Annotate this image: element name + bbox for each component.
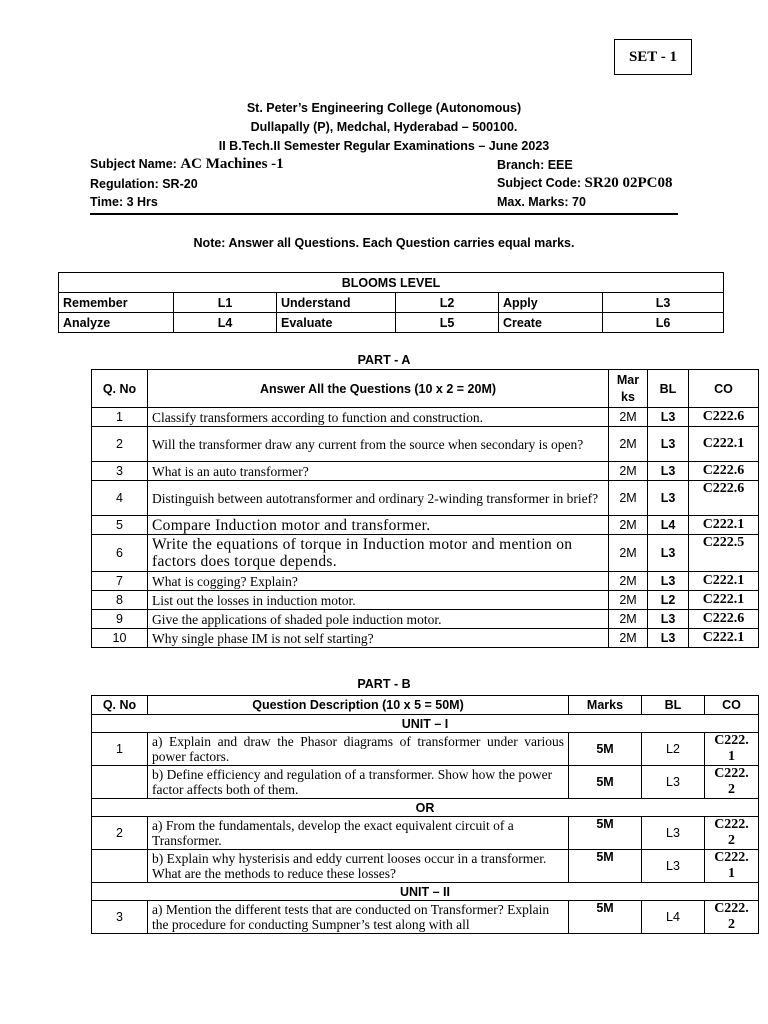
col-co: CO [689,370,759,408]
table-row: 1 a) Explain and draw the Phasor diagrams of transformer under various power factors. 5M L2 C222. 1 [92,733,759,766]
regulation: Regulation: SR-20 [90,177,198,191]
part-b-title: PART - B [357,677,411,691]
col-bl: BL [642,696,705,715]
unit-heading: UNIT – I [92,715,759,733]
col-marks: Marks [569,696,642,715]
table-row: 5 Compare Induction motor and transformer. 2M L4 C222.1 [92,516,759,535]
col-qno: Q. No [92,370,148,408]
table-row: 7 What is cogging? Explain? 2M L3 C222.1 [92,572,759,591]
table-row: 2 Will the transformer draw any current from the source when secondary is open? 2M L3 C222.1 [92,427,759,462]
table-row: 9 Give the applications of shaded pole induction motor. 2M L3 C222.6 [92,610,759,629]
unit-heading: UNIT – II [92,883,759,901]
col-question: Question Description (10 x 5 = 50M) [148,696,569,715]
col-question: Answer All the Questions (10 x 2 = 20M) [148,370,609,408]
table-row: 1 Classify transformers according to function and construction. 2M L3 C222.6 [92,408,759,427]
header-rule [90,213,678,215]
or-separator: OR [92,799,759,817]
college-address: Dullapally (P), Medchal, Hyderabad – 500100. [250,120,518,134]
set-label: SET - 1 [614,39,692,75]
col-qno: Q. No [92,696,148,715]
part-a-table [91,369,759,648]
table-row: 3 a) Mention the different tests that are conducted on Transformer? Explain the procedure for conducting Sumpner’s test along with all 5M L4 C222. 2 [92,901,759,934]
subject-name: Subject Name: AC Machines -1 [90,156,284,172]
blooms-title: BLOOMS LEVEL [59,273,724,293]
col-marks: Mar ks [609,370,648,408]
note: Note: Answer all Questions. Each Question carries equal marks. [193,236,575,250]
exam-title: II B.Tech.II Semester Regular Examinations – June 2023 [218,139,550,153]
table-row: 6 Write the equations of torque in Induction motor and mention on factors does torque depends. 2M L3 C222.5 [92,535,759,572]
table-row: 4 Distinguish between autotransformer and ordinary 2-winding transformer in brief? 2M L3 C222.6 [92,481,759,516]
part-a-title: PART - A [357,353,411,367]
col-bl: BL [648,370,689,408]
table-row: 3 What is an auto transformer? 2M L3 C222.6 [92,462,759,481]
college-name: St. Peter’s Engineering College (Autonomous) [246,101,522,115]
table-row: Analyze L4 Evaluate L5 Create L6 [59,313,724,333]
col-co: CO [705,696,759,715]
table-row: 10 Why single phase IM is not self starting? 2M L3 C222.1 [92,629,759,648]
max-marks: Max. Marks: 70 [497,195,586,209]
table-row: b) Define efficiency and regulation of a transformer. Show how the power factor affects both of them. 5M L3 C222. 2 [92,766,759,799]
table-row: b) Explain why hysterisis and eddy current looses occur in a transformer. What are the methods to reduce these losses? 5M L3 C222. 1 [92,850,759,883]
branch: Branch: EEE [497,158,573,172]
table-row: 8 List out the losses in induction motor. 2M L2 C222.1 [92,591,759,610]
blooms-table [58,272,724,333]
table-row: 2 a) From the fundamentals, develop the exact equivalent circuit of a Transformer. 5M L3 C222. 2 [92,817,759,850]
subject-code: Subject Code: SR20 02PC08 [497,175,673,191]
part-b-table [91,695,759,934]
time: Time: 3 Hrs [90,195,158,209]
table-row: Remember L1 Understand L2 Apply L3 [59,293,724,313]
